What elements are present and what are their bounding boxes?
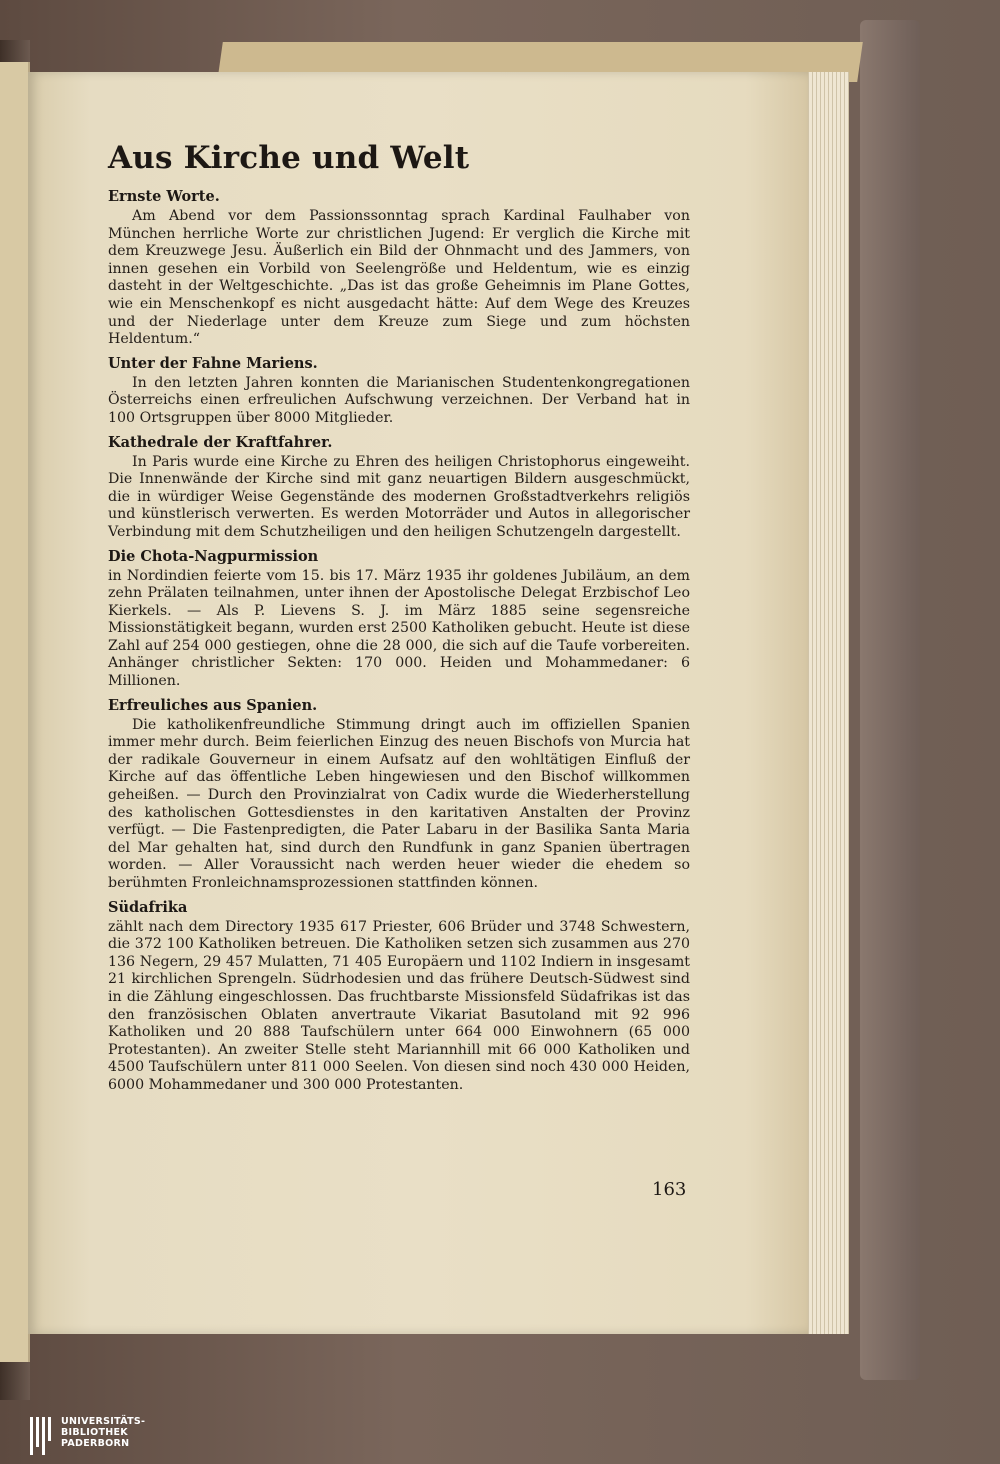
article-text: zählt nach dem Directory 1935 617 Priester, 606 Brüder und 3748 Schwestern, die 372 100 Katholiken betreuen. Die Katholiken setzen sich zusammen aus 270 136 Negern, 29 457 Mulatten, 71 405 Europäern und 1102 Indiern in insgesamt 21 kirchlichen Sprengeln. Südrhodesien und das frühere Deutsch-Südwest sind in die Zählung eingeschlossen. Das fruchtbarste Missionsfeld Südafrikas ist das den französischen Oblaten anvertraute Vikariat Basutoland mit 92 996 Katholiken und 20 888 Taufschülern unter 664 000 Einwohnern (65 000 Protestanten). An zweiter Stelle steht Mariannhill mit 66 000 Katholiken und 4500 Taufschülern unter 811 000 Seelen. Von diesen sind noch 430 000 Heiden, 6000 Mohammedaner und 300 000 Protestanten. xyxy=(108,918,690,1093)
section-title: Aus Kirche und Welt xyxy=(108,140,470,176)
article-heading: Ernste Worte. xyxy=(108,188,220,205)
library-logo-text: UNIVERSITÄTS- BIBLIOTHEK PADERBORN xyxy=(61,1416,146,1449)
article-5 xyxy=(108,697,690,893)
article-text: Am Abend vor dem Passionssonntag sprach Kardinal Faulhaber von München herrliche Worte zur christlichen Jugend: Er verglich die Kirche mit dem Kreuzwege Jesu. Äußerlich ein Bild der Ohnmacht und des Jammers, von innen gesehen ein Vorbild von Seelengröße und Heldentum, wie es einzig dasteht in der Weltgeschichte. „Das ist das große Geheimnis im Plane Gottes, wie ein Menschenkopf es nicht ausgedacht hätte: Auf dem Wege des Kreuzes und der Niederlage unter dem Kreuze zum Siege und zum höchsten Heldentum.“ xyxy=(108,208,690,348)
page-number: 163 xyxy=(652,1179,687,1200)
article-heading: Die Chota-Nagpurmission xyxy=(108,547,319,565)
article-2 xyxy=(108,355,690,428)
article-text: Die katholikenfreundliche Stimmung dringt auch im offiziellen Spanien immer mehr durch. Beim feierlichen Einzug des neuen Bischofs von Murcia hat der radikale Gouverneur in einem Aufsatz auf den wohltätigen Einfluß der Kirche auf das öffentliche Leben hingewiesen und den Bischof willkommen geheißen. — Durch den Provinzialrat von Cadix wurde die Wiederherstellung des katholischen Gottesdienstes in den karitativen Anstalten der Provinz verfügt. — Die Fastenpredigten, die Pater Labaru in der Basilika Santa Maria del Mar gehalten hat, sind durch den Rundfunk in ganz Spanien übertragen worden. — Aller Voraussicht nach werden heuer wieder die ehedem so berühmten Fronleichnamsprozessionen stattfinden können. xyxy=(108,716,690,891)
book-cover-right xyxy=(860,20,920,1380)
article-heading: Erfreuliches aus Spanien. xyxy=(108,696,318,714)
article-1 xyxy=(108,188,690,349)
facing-page-edge xyxy=(0,62,30,1362)
article-6 xyxy=(108,899,690,1095)
article-3 xyxy=(108,434,690,542)
library-logo xyxy=(30,1416,190,1456)
page-content xyxy=(108,140,690,1101)
article-text: In Paris wurde eine Kirche zu Ehren des heiligen Christophorus eingeweiht. Die Innenwände der Kirche sind mit ganz neuartigen Bildern ausgeschmückt, die in würdiger Weise Gegenstände des modernen Großstadtverkehrs religiös und künstlerisch verwerten. Es werden Motorräder und Autos in allegorischer Verbindung mit dem Schutzheiligen und den heiligen Schutzengeln dargestellt. xyxy=(108,453,690,540)
article-4 xyxy=(108,548,690,691)
article-text: in Nordindien feierte vom 15. bis 17. März 1935 ihr goldenes Jubiläum, an dem zehn Prälaten teilnahmen, unter ihnen der Apostolische Delegat Erzbischof Leo Kierkels. — Als P. Lievens S. J. im März 1885 seine segensreiche Missionstätigkeit begann, wurden erst 2500 Katholiken gebucht. Heute ist diese Zahl auf 254 000 gestiegen, ohne die 28 000, die sich auf die Taufe vorbereiten. Anhänger christlicher Sekten: 170 000. Heiden und Mohammedaner: 6 Millionen. xyxy=(108,567,690,690)
article-heading: Südafrika xyxy=(108,898,188,916)
article-text: In den letzten Jahren konnten die Marianischen Studentenkongregationen Österreichs einen erfreulichen Aufschwung verzeichnen. Der Verband hat in 100 Ortsgruppen über 8000 Mitglieder. xyxy=(108,374,690,426)
article-heading: Kathedrale der Kraftfahrer. xyxy=(108,433,333,451)
article-heading: Unter der Fahne Mariens. xyxy=(108,354,318,372)
library-logo-icon xyxy=(30,1417,51,1455)
